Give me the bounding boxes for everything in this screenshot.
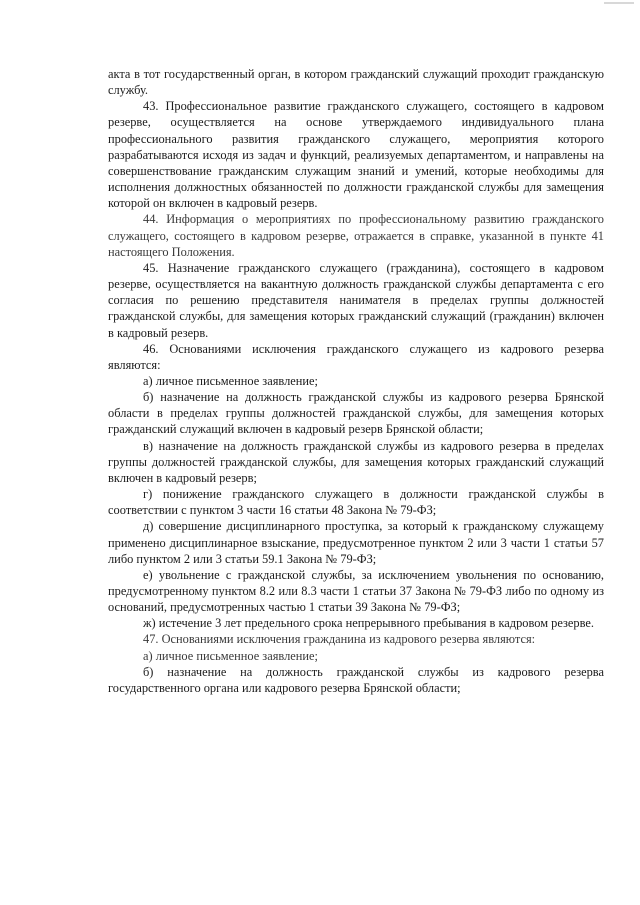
paragraph-46: 46. Основаниями исключения гражданского служащего из кадрового резерва являются: [108, 341, 604, 372]
paragraph-47-a: а) личное письменное заявление; [143, 648, 318, 663]
paragraph-46-g: г) понижение гражданского служащего в должности гражданской службы в соответствии с пунктом 3 части 16 статьи 48 Закона № 79-ФЗ; [108, 487, 604, 518]
paragraph-45: 45. Назначение гражданского служащего (гражданина), состоящего в кадровом резерве, осуществляется на вакантную должность гражданской службы департамента с его согласия по решению представителя нанимателя в пределах группы должностей гражданской службы, для замещения которых гражданский служащий (гражданин) включен в кадровый резерв. [108, 260, 604, 340]
paragraph-46-v: в) назначение на должность гражданской службы из кадрового резерва в пределах группы должностей гражданской службы, для замещения которых гражданский служащий включен в кадровый резерв; [108, 438, 604, 485]
paragraph-46-b: б) назначение на должность гражданской службы из кадрового резерва Брянской области в пределах группы должностей гражданской службы, для замещения которых гражданский служащий включен в кадровый резерв Брянской области; [108, 390, 604, 437]
paragraph-43: 43. Профессиональное развитие гражданского служащего, состоящего в кадровом резерве, осуществляется на основе утверждаемого индивидуального плана профессионального развития гражданского служащего, мероприятия которого разрабатываются исходя из задач и функций, реализуемых департаментом, и направлены на совершенствование гражданским служащим знаний и умений, которые необходимы для исполнения должностных обязанностей по должности гражданской службы для замещения которой он включен в кадровый резерв. [108, 99, 604, 211]
paragraph-47-b: б) назначение на должность гражданской службы из кадрового резерва государственного органа или кадрового резерва Брянской области; [108, 664, 604, 695]
document-body [108, 66, 604, 696]
paragraph-46-a: а) личное письменное заявление; [143, 373, 318, 388]
paragraph-44: 44. Информация о мероприятиях по профессиональному развитию гражданского служащего, состоящего в кадровом резерве, отражается в справке, указанной в пункте 41 настоящего Положения. [108, 212, 604, 259]
paragraph-46-d: д) совершение дисциплинарного проступка, за который к гражданскому служащему применено дисциплинарное взыскание, предусмотренное пунктом 2 или 3 части 1 статьи 57 либо пунктом 2 или 3 статьи 59.1 Закона № 79-ФЗ; [108, 519, 604, 566]
paragraph-47: 47. Основаниями исключения гражданина из кадрового резерва являются: [143, 632, 536, 647]
paragraph-46-e: е) увольнение с гражданской службы, за исключением увольнения по основанию, предусмотренному пунктом 8.2 или 8.3 части 1 статьи 37 Закона № 79-ФЗ либо по одному из оснований, предусмотренных частью 1 статьи 39 Закона № 79-ФЗ; [108, 567, 604, 615]
paragraph-continuation: акта в тот государственный орган, в котором гражданский служащий проходит гражданскую службу. [108, 67, 604, 98]
paragraph-46-zh: ж) истечение 3 лет предельного срока непрерывного пребывания в кадровом резерве. [143, 616, 594, 631]
scan-artifact [604, 2, 634, 4]
